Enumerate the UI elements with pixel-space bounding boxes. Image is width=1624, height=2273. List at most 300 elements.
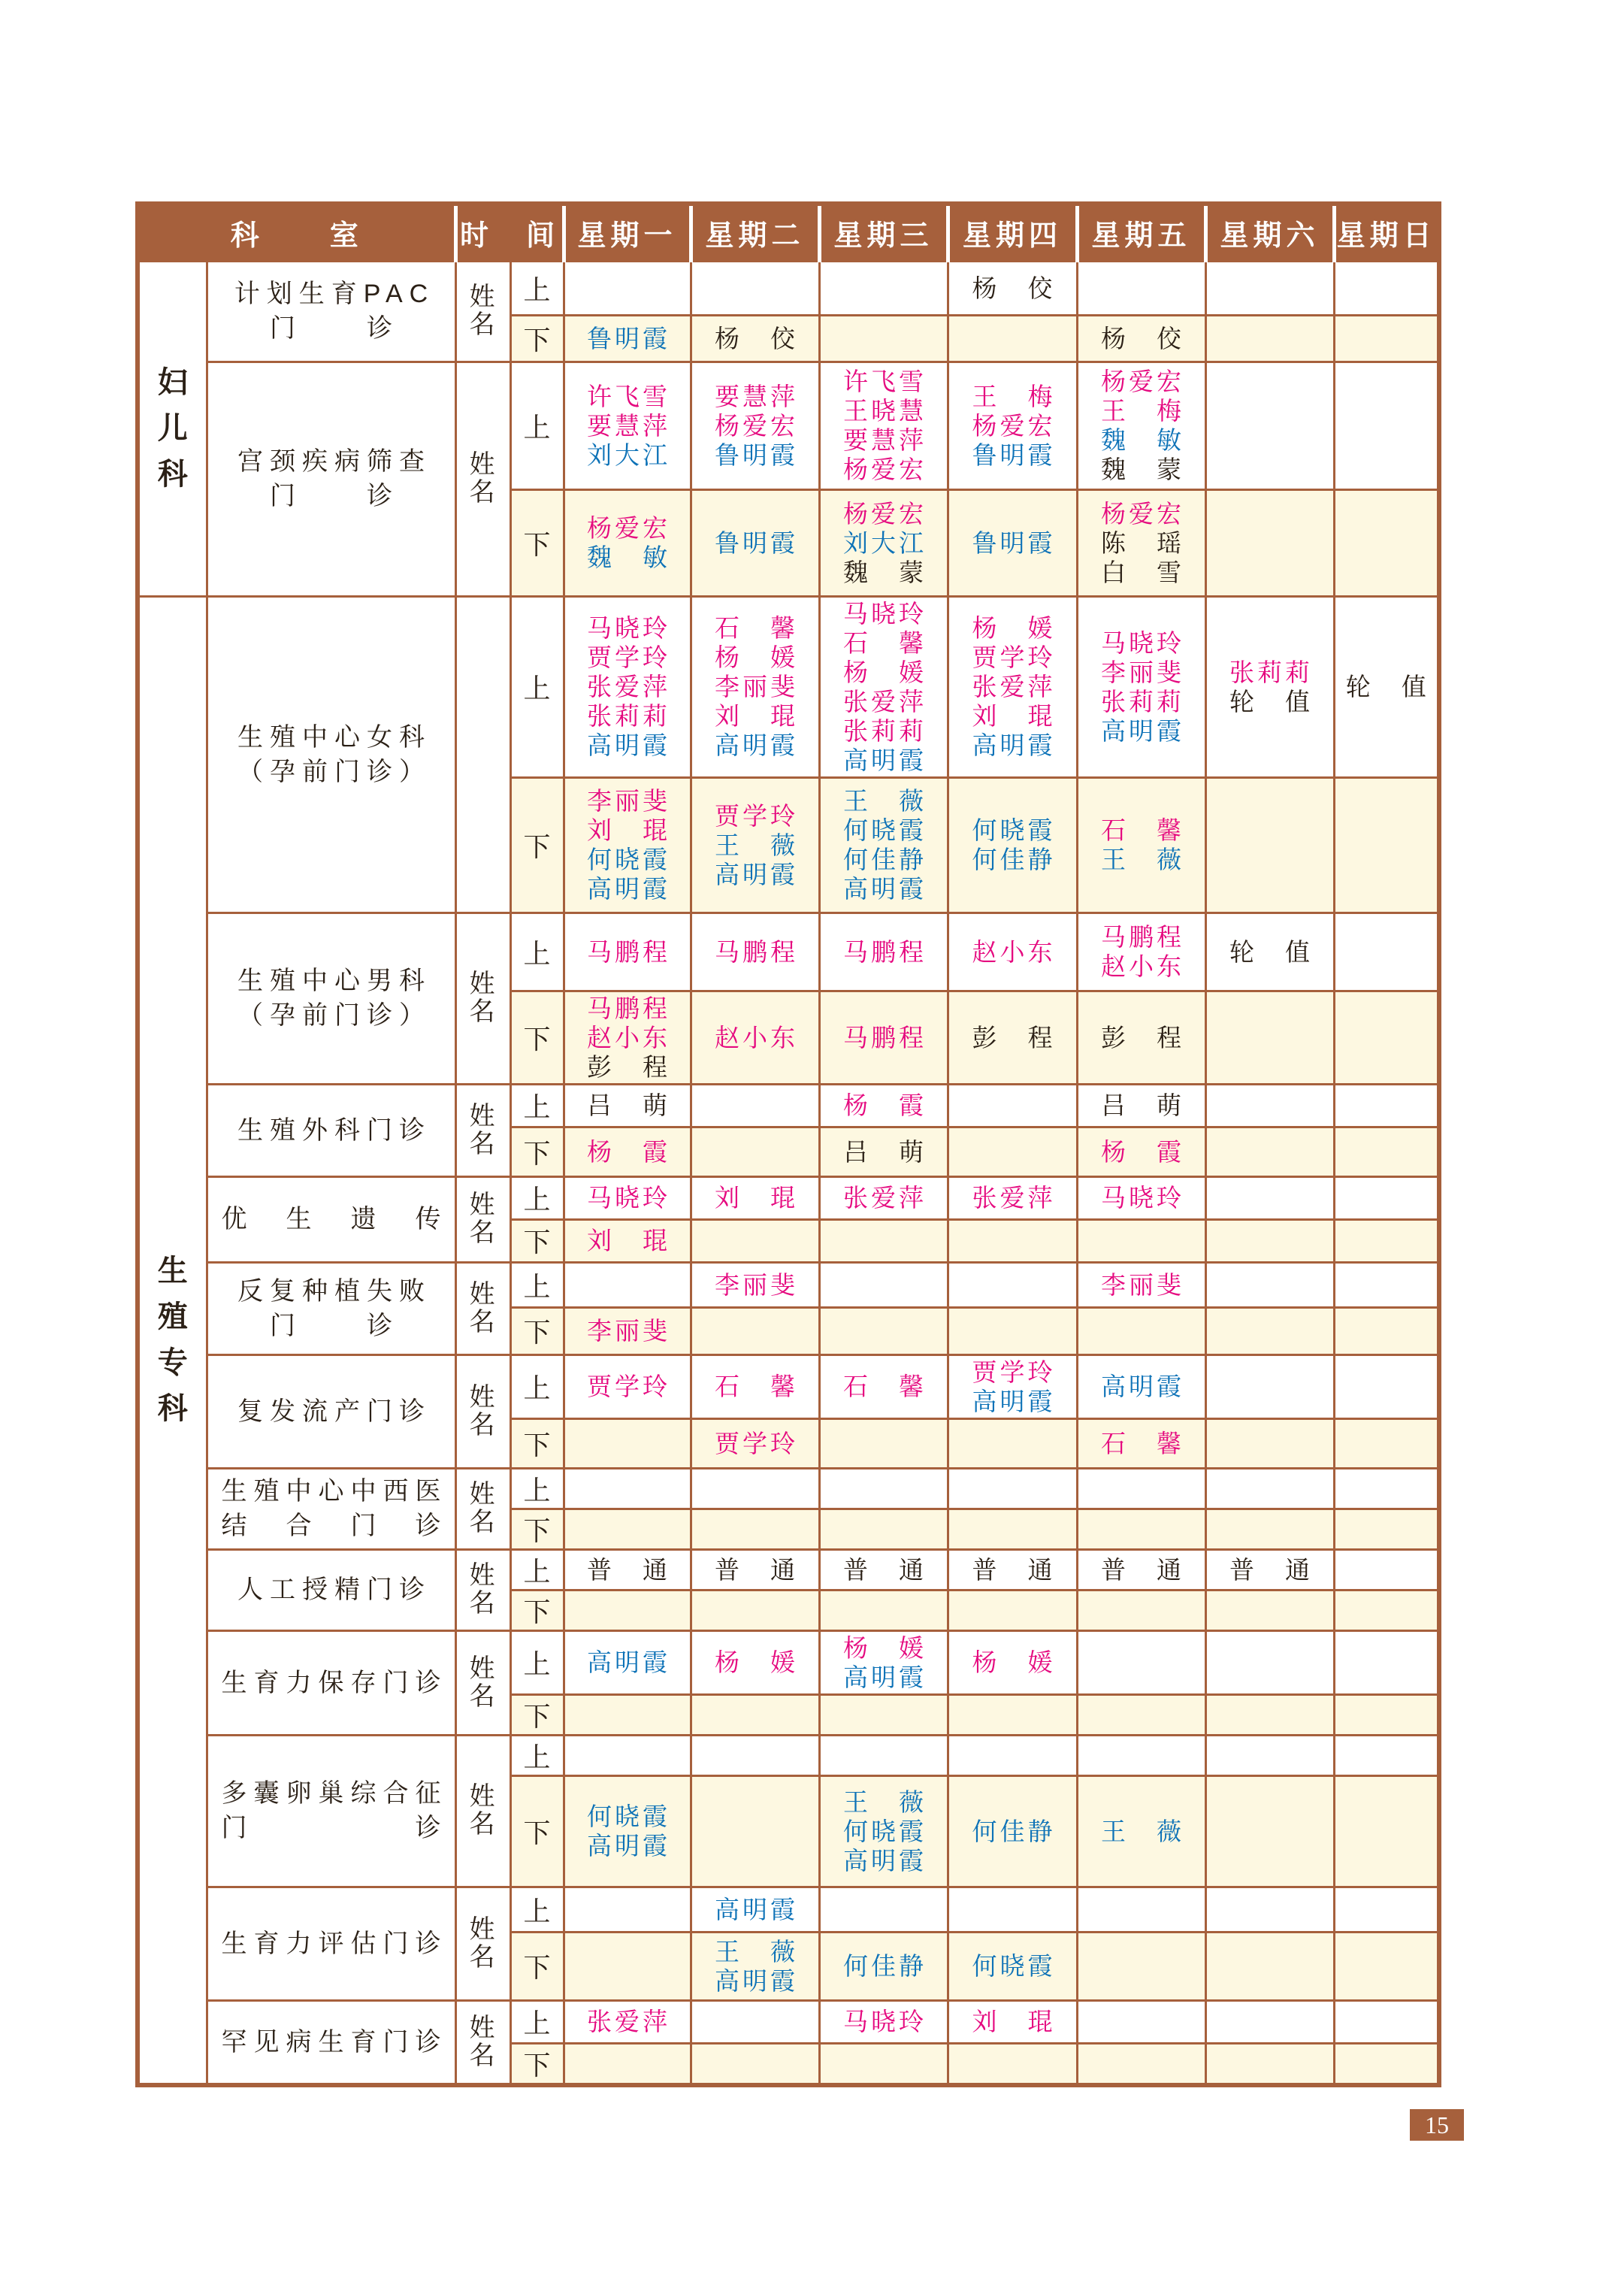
schedule-cell	[1334, 2043, 1439, 2085]
doctor-name: 马晓玲	[843, 599, 927, 628]
department-name-line: 门 诊	[221, 1814, 448, 1842]
session-label-pm: 下	[510, 1775, 564, 1887]
name-label-char: 名	[469, 1218, 497, 1247]
name-label-char: 姓	[469, 1191, 497, 1219]
doctor-name: 何晓霞	[972, 816, 1056, 844]
department-cell	[207, 1630, 455, 1735]
schedule-cell	[1205, 1735, 1334, 1775]
doctor-name: 何晓霞	[587, 846, 671, 873]
doctor-name: 白 雪	[1101, 558, 1185, 586]
schedule-cell	[1205, 913, 1334, 991]
session-row-am	[138, 1176, 1439, 1219]
doctor-name: 王 薇	[715, 1937, 799, 1966]
doctor-name: 张爱萍	[972, 1184, 1056, 1212]
doctor-name: 何晓霞	[972, 1952, 1056, 1980]
doctor-name: 贾学玲	[972, 643, 1056, 671]
schedule-cell	[564, 1887, 691, 1932]
doctor-name: 王 薇	[1101, 1817, 1185, 1845]
schedule-cell	[948, 1549, 1077, 1590]
department-cell	[207, 1549, 455, 1630]
doctor-name: 鲁明霞	[715, 440, 799, 469]
doctor-name: 石 馨	[715, 614, 799, 642]
schedule-cell	[691, 1887, 819, 1932]
doctor-name: 普 通	[843, 1555, 927, 1584]
doctor-name: 贾学玲	[587, 643, 671, 671]
schedule-cell	[691, 261, 819, 315]
schedule-cell	[1334, 1509, 1439, 1549]
schedule-cell	[1077, 1219, 1205, 1262]
department-name-line: 生殖外科门诊	[237, 1115, 431, 1145]
session-label-am: 上	[510, 1084, 564, 1127]
doctor-name: 普 通	[715, 1555, 799, 1584]
schedule-cell	[564, 1354, 691, 1418]
session-label-pm: 下	[510, 1509, 564, 1549]
schedule-cell	[564, 1468, 691, 1509]
session-label-am: 上	[510, 596, 564, 777]
department-cell	[207, 1262, 455, 1354]
schedule-cell	[948, 315, 1077, 362]
schedule-cell	[819, 991, 948, 1084]
header-department: 科 室	[138, 204, 455, 261]
name-label-char: 名	[469, 310, 497, 340]
schedule-cell	[948, 1176, 1077, 1219]
doctor-name: 杨爱宏	[843, 499, 927, 528]
schedule-cell	[1334, 991, 1439, 1084]
department-name-line: 生殖中心中西医	[221, 1477, 448, 1506]
schedule-cell	[691, 1307, 819, 1354]
session-label-am: 上	[510, 362, 564, 489]
doctor-name: 高明霞	[587, 731, 671, 759]
name-label-cell	[455, 1735, 510, 1887]
schedule-cell	[564, 1775, 691, 1887]
schedule-cell	[948, 1590, 1077, 1630]
doctor-name: 高明霞	[715, 1966, 799, 1995]
doctor-name: 刘 琨	[587, 1227, 671, 1255]
doctor-name: 李丽斐	[1101, 658, 1185, 686]
schedule-table	[135, 201, 1441, 2087]
department-cell	[207, 1176, 455, 1262]
schedule-cell	[1334, 1775, 1439, 1887]
schedule-cell	[948, 1262, 1077, 1307]
schedule-cell	[819, 1735, 948, 1775]
doctor-name: 普 通	[587, 1555, 671, 1584]
doctor-name: 轮 值	[1229, 937, 1314, 966]
session-row-am	[138, 1468, 1439, 1509]
name-label-char: 姓	[469, 2013, 497, 2042]
department-cell	[207, 1887, 455, 2000]
session-row-am	[138, 261, 1439, 315]
doctor-name: 张莉莉	[843, 716, 927, 745]
doctor-name: 王 薇	[843, 1787, 927, 1816]
schedule-cell	[819, 1219, 948, 1262]
schedule-cell	[691, 1084, 819, 1127]
doctor-name: 何佳静	[972, 1817, 1056, 1845]
doctor-name: 高明霞	[972, 1387, 1056, 1415]
schedule-cell	[819, 1932, 948, 2000]
doctor-name: 石 馨	[843, 1373, 927, 1400]
doctor-name: 陈 瑶	[1101, 528, 1185, 557]
schedule-cell	[691, 1590, 819, 1630]
doctor-name: 杨 霞	[1101, 1137, 1185, 1166]
schedule-cell	[691, 1735, 819, 1775]
department-cell	[207, 913, 455, 1084]
schedule-cell	[819, 1694, 948, 1735]
doctor-name: 张爱萍	[843, 687, 927, 716]
doctor-name: 杨 霞	[843, 1091, 927, 1119]
session-row-am	[138, 596, 1439, 777]
schedule-cell	[819, 2043, 948, 2085]
doctor-name: 杨 霞	[587, 1137, 671, 1166]
session-label-am: 上	[510, 1630, 564, 1694]
department-name-line: 罕见病生育门诊	[221, 2027, 448, 2057]
doctor-name: 高明霞	[587, 1832, 671, 1860]
header-time: 时 间	[455, 204, 564, 261]
doctor-name: 何晓霞	[587, 1802, 671, 1830]
session-label-am: 上	[510, 1468, 564, 1509]
doctor-name: 高明霞	[587, 875, 671, 903]
doctor-name: 杨爱宏	[1101, 368, 1185, 395]
doctor-name: 张莉莉	[587, 702, 671, 730]
schedule-cell	[1334, 1176, 1439, 1219]
name-label-cell	[455, 2000, 510, 2085]
page-number-badge	[1410, 2109, 1464, 2141]
schedule-cell	[1205, 1630, 1334, 1694]
doctor-name: 贾学玲	[715, 801, 799, 830]
schedule-cell	[948, 362, 1077, 489]
schedule-cell	[948, 991, 1077, 1084]
name-label-cell	[455, 1549, 510, 1630]
schedule-cell	[819, 777, 948, 913]
schedule-cell	[819, 1509, 948, 1549]
department-cell	[207, 596, 455, 913]
doctor-name: 何佳静	[972, 846, 1056, 873]
department-name-line: （孕前门诊）	[237, 1001, 431, 1030]
doctor-name: 马晓玲	[587, 1184, 671, 1212]
schedule-cell	[1334, 315, 1439, 362]
doctor-name: 杨 媛	[715, 1648, 799, 1676]
name-label-char: 姓	[469, 1480, 497, 1509]
doctor-name: 王 梅	[972, 382, 1056, 410]
doctor-name: 高明霞	[715, 860, 799, 888]
schedule-cell	[691, 1418, 819, 1468]
name-label-char: 姓	[469, 1782, 497, 1811]
session-label-am: 上	[510, 1549, 564, 1590]
session-label-pm: 下	[510, 1418, 564, 1468]
name-label-cell	[455, 596, 510, 913]
department-name-line: 计划生育PAC	[234, 280, 435, 309]
doctor-name: 石 馨	[843, 628, 927, 657]
doctor-name: 刘大江	[587, 440, 671, 469]
doctor-name: 马鹏程	[587, 994, 671, 1022]
schedule-cell	[1077, 1630, 1205, 1694]
schedule-cell	[1205, 1418, 1334, 1468]
name-label-char: 姓	[469, 450, 497, 479]
name-label-char: 名	[469, 478, 497, 507]
session-label-pm: 下	[510, 1932, 564, 2000]
schedule-cell	[564, 2043, 691, 2085]
schedule-cell	[1077, 1307, 1205, 1354]
doctor-name: 石 馨	[1101, 816, 1185, 844]
doctor-name: 马鹏程	[587, 937, 671, 966]
schedule-cell	[564, 315, 691, 362]
schedule-cell	[564, 1694, 691, 1735]
session-label-am: 上	[510, 913, 564, 991]
session-row-am	[138, 1735, 1439, 1775]
schedule-cell	[819, 1549, 948, 1590]
schedule-cell	[564, 1262, 691, 1307]
doctor-name: 吕 萌	[1101, 1091, 1185, 1119]
schedule-cell	[1205, 1084, 1334, 1127]
schedule-cell	[1077, 2043, 1205, 2085]
page-number: 15	[1425, 2111, 1449, 2138]
schedule-cell	[819, 1262, 948, 1307]
name-label-cell	[455, 1887, 510, 2000]
doctor-name: 刘 琨	[972, 2008, 1056, 2035]
doctor-name: 杨 媛	[843, 658, 927, 686]
doctor-name: 何晓霞	[843, 816, 927, 844]
schedule-cell	[1334, 1694, 1439, 1735]
session-label-pm: 下	[510, 1219, 564, 1262]
doctor-name: 吕 萌	[843, 1137, 927, 1166]
doctor-name: 高明霞	[1101, 1373, 1185, 1400]
schedule-cell	[691, 1932, 819, 2000]
header-day-7: 星期日	[1334, 204, 1439, 261]
schedule-cell	[819, 1307, 948, 1354]
doctor-name: 刘 琨	[715, 702, 799, 730]
schedule-cell	[564, 261, 691, 315]
schedule-cell	[948, 1307, 1077, 1354]
schedule-cell	[1205, 1354, 1334, 1418]
doctor-name: 魏 敏	[1101, 426, 1185, 454]
doctor-name: 普 通	[972, 1555, 1056, 1584]
schedule-cell	[691, 2043, 819, 2085]
schedule-cell	[1077, 1932, 1205, 2000]
schedule-cell	[564, 1219, 691, 1262]
schedule-cell	[691, 1694, 819, 1735]
session-row-am	[138, 1549, 1439, 1590]
name-label-cell	[455, 1630, 510, 1735]
name-label-cell	[455, 1176, 510, 1262]
schedule-cell	[1205, 2000, 1334, 2043]
schedule-cell	[1205, 1307, 1334, 1354]
session-label-pm: 下	[510, 315, 564, 362]
doctor-name: 李丽斐	[715, 673, 799, 701]
department-name-line: 门 诊	[270, 482, 399, 510]
schedule-cell	[1077, 1887, 1205, 1932]
doctor-name: 张爱萍	[972, 673, 1056, 701]
session-row-am	[138, 362, 1439, 489]
department-name-line: 反复种植失败	[237, 1276, 431, 1306]
schedule-cell	[1334, 1127, 1439, 1176]
schedule-cell	[948, 1630, 1077, 1694]
department-name-line: 宫颈疾病筛查	[237, 447, 431, 476]
schedule-cell	[1334, 596, 1439, 777]
doctor-name: 马鹏程	[1101, 923, 1185, 951]
schedule-cell	[1077, 1549, 1205, 1590]
doctor-name: 杨 媛	[715, 643, 799, 671]
schedule-cell	[1205, 1509, 1334, 1549]
session-label-am: 上	[510, 261, 564, 315]
name-label-char: 名	[469, 1589, 497, 1618]
schedule-cell	[1205, 1590, 1334, 1630]
doctor-name: 张爱萍	[843, 1184, 927, 1212]
doctor-name: 马晓玲	[1101, 628, 1185, 657]
schedule-cell	[819, 1630, 948, 1694]
header-day-6: 星期六	[1205, 204, 1334, 261]
doctor-name: 王 薇	[1101, 846, 1185, 873]
name-label-char: 名	[469, 2041, 497, 2070]
name-label-char: 名	[469, 1681, 497, 1711]
doctor-name: 李丽斐	[715, 1270, 799, 1299]
doctor-name: 杨爱宏	[587, 514, 671, 542]
schedule-cell	[1334, 1262, 1439, 1307]
name-label-cell	[455, 1468, 510, 1549]
schedule-cell	[1077, 1418, 1205, 1468]
session-label-pm: 下	[510, 489, 564, 596]
schedule-cell	[819, 913, 948, 991]
doctor-name: 杨爱宏	[972, 411, 1056, 440]
department-name-line: 结 合 门 诊	[221, 1512, 448, 1540]
session-label-pm: 下	[510, 1127, 564, 1176]
session-row-am	[138, 1084, 1439, 1127]
schedule-cell	[948, 1735, 1077, 1775]
doctor-name: 鲁明霞	[972, 440, 1056, 469]
schedule-cell	[564, 1418, 691, 1468]
schedule-cell	[1077, 1262, 1205, 1307]
schedule-cell	[564, 596, 691, 777]
schedule-cell	[1334, 1932, 1439, 2000]
schedule-cell	[948, 596, 1077, 777]
session-row-am	[138, 1354, 1439, 1418]
schedule-cell	[564, 777, 691, 913]
schedule-cell	[819, 1775, 948, 1887]
schedule-cell	[1205, 777, 1334, 913]
schedule-cell	[564, 1590, 691, 1630]
department-name-line: 复发流产门诊	[237, 1397, 431, 1426]
doctor-name: 刘 琨	[972, 702, 1056, 730]
schedule-cell	[1077, 1509, 1205, 1549]
session-label-pm: 下	[510, 1590, 564, 1630]
schedule-cell	[1334, 1418, 1439, 1468]
schedule-cell	[1077, 777, 1205, 913]
doctor-name: 何佳静	[843, 1952, 927, 1980]
session-row-am	[138, 1262, 1439, 1307]
session-label-pm: 下	[510, 777, 564, 913]
schedule-cell	[1205, 1887, 1334, 1932]
schedule-cell	[819, 1176, 948, 1219]
name-label-char: 名	[469, 1810, 497, 1839]
name-label-cell	[455, 261, 510, 362]
schedule-cell	[948, 1509, 1077, 1549]
doctor-name: 许飞雪	[587, 382, 671, 410]
doctor-name: 张莉莉	[1101, 687, 1185, 716]
doctor-name: 杨 佼	[715, 324, 799, 353]
doctor-name: 要慧萍	[843, 426, 927, 454]
doctor-name: 杨 佼	[972, 274, 1056, 302]
schedule-cell	[948, 1418, 1077, 1468]
department-name-line: （孕前门诊）	[237, 757, 431, 786]
schedule-cell	[1077, 1694, 1205, 1735]
session-label-pm: 下	[510, 1694, 564, 1735]
schedule-cell	[691, 913, 819, 991]
schedule-cell	[1205, 1262, 1334, 1307]
schedule-cell	[948, 1084, 1077, 1127]
doctor-name: 石 馨	[1101, 1429, 1185, 1457]
schedule-cell	[691, 1176, 819, 1219]
doctor-name: 吕 萌	[587, 1091, 671, 1119]
doctor-name: 鲁明霞	[972, 528, 1056, 557]
schedule-cell	[1334, 1307, 1439, 1354]
schedule-cell	[1205, 1694, 1334, 1735]
doctor-name: 张爱萍	[587, 2008, 671, 2035]
doctor-name: 高明霞	[587, 1648, 671, 1676]
doctor-name: 杨爱宏	[1101, 499, 1185, 528]
schedule-cell	[819, 2000, 948, 2043]
doctor-name: 刘 琨	[715, 1184, 799, 1212]
schedule-cell	[948, 1127, 1077, 1176]
doctor-name: 魏 蒙	[1101, 456, 1185, 483]
session-label-am: 上	[510, 1735, 564, 1775]
doctor-name: 高明霞	[843, 1846, 927, 1875]
schedule-cell	[564, 1307, 691, 1354]
doctor-name: 高明霞	[843, 875, 927, 903]
schedule-cell	[564, 1127, 691, 1176]
department-cell	[207, 1468, 455, 1549]
schedule-cell	[564, 1630, 691, 1694]
doctor-name: 普 通	[1229, 1555, 1314, 1584]
doctor-name: 普 通	[1101, 1555, 1185, 1584]
schedule-cell	[1334, 1887, 1439, 1932]
schedule-cell	[1205, 991, 1334, 1084]
category-char: 科	[157, 1392, 188, 1425]
schedule-cell	[1077, 1775, 1205, 1887]
schedule-cell	[948, 2000, 1077, 2043]
schedule-cell	[948, 1694, 1077, 1735]
schedule-cell	[948, 1354, 1077, 1418]
category-cell	[138, 261, 207, 596]
doctor-name: 赵小东	[1101, 952, 1185, 980]
doctor-name: 李丽斐	[587, 1317, 671, 1345]
category-cell	[138, 596, 207, 2085]
schedule-cell	[564, 1549, 691, 1590]
schedule-cell	[1334, 1219, 1439, 1262]
schedule-cell	[948, 489, 1077, 596]
doctor-name: 赵小东	[587, 1023, 671, 1052]
department-cell	[207, 1735, 455, 1887]
department-name-line: 门 诊	[270, 314, 399, 344]
doctor-name: 高明霞	[843, 1663, 927, 1691]
name-label-cell	[455, 362, 510, 596]
doctor-name: 马晓玲	[1101, 1184, 1185, 1212]
category-char: 儿	[157, 412, 188, 446]
name-label-char: 姓	[469, 1914, 497, 1944]
schedule-cell	[819, 261, 948, 315]
doctor-name: 魏 蒙	[843, 558, 927, 586]
name-label-cell	[455, 1354, 510, 1468]
schedule-cell	[1077, 913, 1205, 991]
name-label-char: 名	[469, 1508, 497, 1536]
schedule-cell	[1077, 991, 1205, 1084]
schedule-cell	[948, 1219, 1077, 1262]
schedule-cell	[691, 1127, 819, 1176]
doctor-name: 赵小东	[715, 1023, 799, 1052]
name-label-cell	[455, 1084, 510, 1176]
schedule-cell	[1077, 1468, 1205, 1509]
schedule-cell	[1334, 362, 1439, 489]
session-label-pm: 下	[510, 991, 564, 1084]
department-name-line: 门 诊	[270, 1311, 399, 1340]
schedule-cell	[1205, 2043, 1334, 2085]
